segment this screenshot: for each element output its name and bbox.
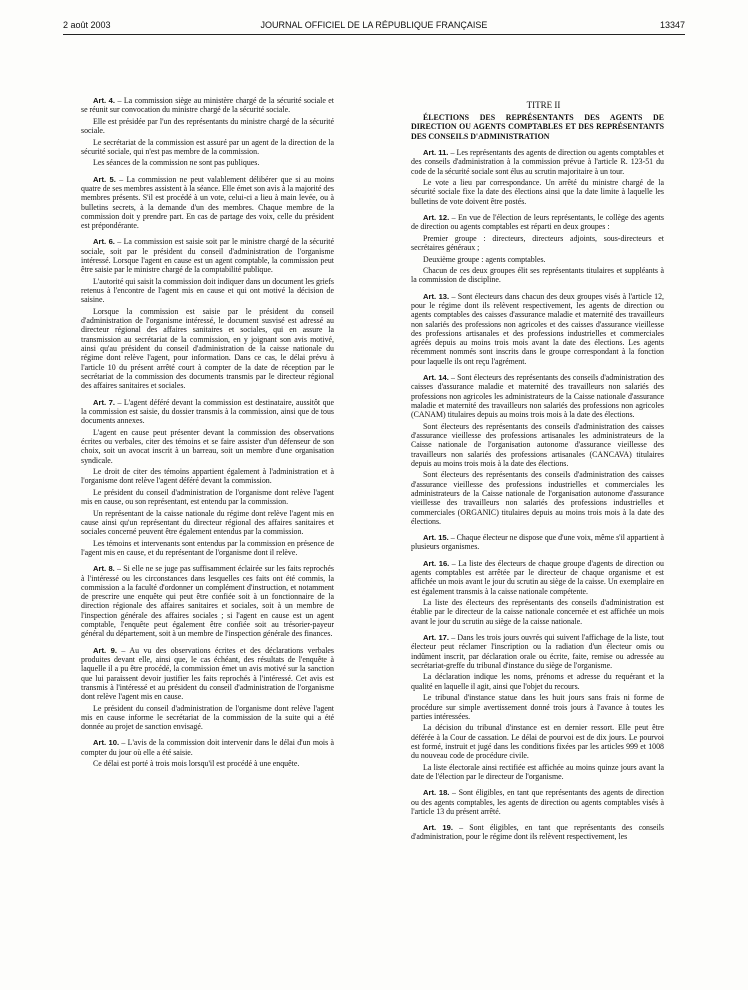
article-text: – En vue de l'élection de leurs représentants, le collège des agents de direction ou agents comptables est réparti en deux groupes : — [411, 213, 664, 232]
article-paragraph — [81, 138, 334, 157]
article-paragraph — [81, 277, 334, 305]
article-paragraph — [81, 428, 334, 465]
article-paragraph — [411, 422, 664, 468]
header-date: 2 août 2003 — [63, 20, 111, 30]
article-text: Sont électeurs des représentants des conseils d'administration des caisses d'assurance vieillesse des professions artisanales les administrateurs de la Caisse nationale de l'organisation autonome d'assurance vieillesse des travailleurs non salariés des professions artisanales (CANCAVA) titulaires depuis au moins trois mois à la date des élections. — [411, 421, 664, 468]
article-text: Premier groupe : directeurs, directeurs adjoints, sous-directeurs et secrétaires généraux ; — [411, 233, 664, 253]
article-paragraph — [81, 539, 334, 558]
article-label: Art. 11. — [423, 148, 449, 158]
article-paragraph-first — [81, 237, 334, 274]
article-text: – Sont éligibles, en tant que représentants des conseils d'administration, pour le régime dont ils relèvent respectivement, les — [411, 823, 664, 842]
article-text: La liste des électeurs des représentants des conseils d'administration est établie par le directeur de la caisse nationale concernée et est affichée un mois avant le jour du scrutin au siège de la caisse nationale. — [411, 598, 664, 626]
right-articles — [411, 148, 664, 842]
section-heading: TITRE II — [526, 100, 561, 110]
article-text: – Au vu des observations écrites et des déclarations verbales produites devant elle, ainsi que, le cas échéant, des résultats de l'enquête à laquelle il a pu être procédé, la commission émet un avis motivé sur la sanction que lui paraissent devoir justifier les faits reprochés à l'intéressé. Cet avis est transmis à l'intéressé et au président du conseil d'administration de l'organisme dont relève l'agent mis en cause. — [81, 645, 334, 702]
article-text: – Sont électeurs dans chacun des deux groupes visés à l'article 12, pour le régime dont ils relèvent respectivement, les agents de direction ou agents comptables des caisses d'assurance maladie et maternité des travailleurs non salariés des professions non agricoles et des caisses d'assurance vieillesse des professions artisanales et des professions industrielles et commerciales agréés depuis au moins trois mois avant la date des élections. Les agents récemment nommés sont inscrits dans le groupe correspondant à la fonction pour laquelle ils ont reçu l'agrément. — [411, 291, 664, 366]
article-label: Art. 7. — [93, 397, 115, 407]
article-paragraph — [411, 234, 664, 253]
article-paragraph — [81, 509, 334, 537]
article-paragraph-first — [411, 559, 664, 596]
article-paragraph — [81, 759, 334, 768]
section-title: ÉLECTIONS DES REPRÉSENTANTS DES AGENTS DE DIRECTION OU AGENTS COMPTABLES ET DES REPRÉSENTANTS DES CONSEILS D'ADMINISTRATION — [411, 113, 664, 141]
page-header — [63, 18, 685, 32]
article-text: Sont électeurs des représentants des conseils d'administration des caisses d'assurance vieillesse des professions industrielles et commerciales les administrateurs de la Caisse nationale de l'organisation autonome d'assurance vieillesse des travailleurs non salariés des professions industrielles et commerciales (ORGANIC) titulaires depuis au moins trois mois à la date des élections. — [411, 470, 664, 526]
article-paragraph — [81, 467, 334, 486]
article-label: Art. 14. — [423, 373, 449, 383]
article-paragraph-first — [411, 533, 664, 552]
article-text: – Si elle ne se juge pas suffisamment éclairée sur les faits reprochés à l'intéressé ou les circonstances dans lesquelles ces faits ont été commis, la commission a la faculté d'ordonner un complément d'instruction, et notamment de prescrire une enquête qui peut être confiée soit à un fonctionnaire de la direction régionale des affaires sanitaires et sociales, soit à un membre de l'inspection générale des affaires sociales ; si l'agent en cause est un agent comptable, l'enquête peut également être confiée soit au trésorier-payeur général du département, soit à un membre de l'inspection générale des finances. — [81, 564, 334, 639]
article-label: Art. 16. — [423, 558, 450, 568]
article-paragraph — [411, 255, 664, 264]
article-text: – La commission ne peut valablement délibérer que si au moins quatre de ses membres assistent à la séance. Elle émet son avis à la majorité des membres présents. S'il est procédé à un vote, celui-ci a lieu à main levée, ou à bulletins secrets, à la demande d'un des membres. Chaque membre de la commission doit y prendre part. En cas de partage des voix, celle du président est prépondérante. — [81, 174, 334, 231]
article-paragraph-first — [411, 373, 664, 419]
article-label: Art. 6. — [93, 237, 115, 247]
article-paragraph-first — [411, 633, 664, 670]
article-label: Art. 8. — [93, 564, 115, 574]
article-text: Chacun de ces deux groupes élit ses représentants titulaires et suppléants à la commission de discipline. — [411, 266, 664, 285]
article-text: Le président du conseil d'administration de l'organisme dont relève l'agent mis en cause informe le secrétariat de la commission de la suite qui a été donnée au projet de sanction envisagé. — [81, 703, 334, 732]
article-label: Art. 15. — [423, 533, 449, 543]
article-paragraph — [411, 693, 664, 721]
article-text: La liste électorale ainsi rectifiée est affichée au moins quinze jours avant la date de l'élection par le directeur de l'organisme. — [411, 762, 664, 781]
article-paragraph — [81, 704, 334, 732]
article-label: Art. 18. — [423, 788, 450, 798]
article-text: Lorsque la commission est saisie par le président du conseil d'administration de l'organisme intéressé, le document susvisé est adressé au directeur régional des affaires sanitaires et sociales, qui en assure la transmission au secrétariat de la commission, en y joignant son avis motivé, ainsi qu'au président du conseil d'administration de la caisse nationale du régime dont relève l'agent, pour information. Dans ce cas, le délai prévu à l'article 10 du présent arrêté court à compter de la date de réception par le secrétariat de la commission des documents transmis par le directeur régional des affaires sanitaires et sociales. — [81, 306, 334, 391]
article-text: Deuxième groupe : agents comptables. — [423, 254, 546, 264]
article-text: Le vote a lieu par correspondance. Un arrêté du ministre chargé de la sécurité sociale fixe la date des élections ainsi que la date limite à laquelle les bulletins de vote doivent être postés. — [411, 178, 664, 206]
article-paragraph-first — [411, 213, 664, 232]
article-paragraph — [81, 307, 334, 391]
article-paragraph-first — [81, 398, 334, 426]
article-label: Art. 4. — [93, 96, 115, 105]
article-text: – L'avis de la commission doit intervenir dans le délai d'un mois à compter du jour où elle a été saisie. — [81, 738, 334, 757]
header-rule — [63, 34, 685, 35]
article-label: Art. 12. — [423, 213, 450, 223]
article-text: Les séances de la commission ne sont pas publiques. — [93, 158, 260, 168]
article-paragraph — [81, 488, 334, 507]
article-paragraph — [411, 723, 664, 760]
article-text: L'agent en cause peut présenter devant la commission des observations écrites ou verbales, citer des témoins et se faire assister d'un défenseur de son choix, soit un avocat inscrit à un barreau, soit un membre d'une organisation syndicale. — [81, 427, 334, 465]
article-text: Le président du conseil d'administration de l'organisme dont relève l'agent mis en cause, ou son représentant, est entendu par la commission. — [81, 487, 334, 507]
article-paragraph — [411, 266, 664, 285]
article-text: Ce délai est porté à trois mois lorsqu'il est procédé à une enquête. — [93, 759, 300, 769]
article-text: – Les représentants des agents de direction ou agents comptables et des conseils d'administration à la commission prévue à l'article R. 123-51 du code de la sécurité sociale sont élus au scrutin majoritaire à un tour. — [411, 148, 664, 176]
article-label: Art. 19. — [423, 823, 453, 833]
article-paragraph-first — [411, 788, 664, 816]
article-paragraph-first — [81, 96, 334, 115]
article-text: Un représentant de la caisse nationale du régime dont relève l'agent mis en cause ainsi qu'un représentant du directeur régional des affaires sanitaires et sociales concerné peuvent être également entendus par la commission. — [81, 508, 334, 537]
header-title: JOURNAL OFFICIEL DE LA RÉPUBLIQUE FRANÇAISE — [260, 20, 488, 30]
right-column — [411, 99, 664, 844]
article-paragraph-first — [81, 646, 334, 702]
article-label: Art. 9. — [93, 645, 117, 655]
left-column — [81, 96, 334, 771]
article-paragraph — [81, 158, 334, 167]
article-paragraph-first — [81, 175, 334, 231]
article-text: La décision du tribunal d'instance est en dernier ressort. Elle peut être déférée à la Cour de cassation. Le délai de pourvoi est de dix jours. Le pourvoi est formé, instruit et jugé dans les conditions fixées par les articles 999 et 1008 du nouveau code de procédure civile. — [411, 723, 664, 761]
article-label: Art. 13. — [423, 291, 450, 301]
article-text: La déclaration indique les noms, prénoms et adresse du requérant et la qualité en laquelle il agit, ainsi que l'objet du recours. — [411, 672, 664, 691]
article-paragraph-first — [411, 148, 664, 176]
article-label: Art. 17. — [423, 633, 449, 643]
article-paragraph — [411, 470, 664, 526]
article-text: – La commission est saisie soit par le ministre chargé de la sécurité sociale, soit par le président du conseil d'administration de l'organisme intéressé. Lorsque l'agent en cause est un agent comptable, la commission peut être saisie par le ministre chargé de la comptabilité publique. — [81, 237, 334, 275]
article-paragraph-first — [411, 823, 664, 842]
article-text: – Dans les trois jours ouvrés qui suivent l'affichage de la liste, tout électeur peut réclamer l'inscription ou la radiation d'un électeur omis ou indûment inscrit, par déclaration orale ou écrite, faite, remise ou adressée au secrétariat-greffe du tribunal d'instance du siège de l'organisme. — [411, 633, 664, 670]
article-label: Art. 10. — [93, 738, 120, 748]
article-paragraph — [411, 178, 664, 206]
article-paragraph — [411, 598, 664, 626]
article-text: – La liste des électeurs de chaque groupe d'agents de direction ou agents comptables est arrêtée par le directeur de chaque organisme et est affichée un mois avant le jour du scrutin au siège de la caisse. Un exemplaire en est également transmis à la caisse nationale compétente. — [411, 558, 664, 596]
article-paragraph — [411, 763, 664, 782]
article-paragraph-first — [81, 564, 334, 638]
article-paragraph — [411, 672, 664, 691]
header-page-number: 13347 — [659, 20, 685, 30]
article-text: – Sont électeurs des représentants des conseils d'administration des caisses d'assurance maladie et maternité des travailleurs non salariés des professions non agricoles les administrateurs de la Caisse nationale d'assurance maladie et maternité des travailleurs non salariés des professions non agricoles (CANAM) titulaires depuis au moins trois mois à la date des élections. — [411, 373, 664, 420]
article-label: Art. 5. — [93, 174, 116, 184]
article-paragraph — [81, 117, 334, 136]
article-text: L'autorité qui saisit la commission doit indiquer dans un document les griefs retenus à l'encontre de l'agent mis en cause et qui ont motivé la décision de saisine. — [81, 276, 334, 305]
article-text: Elle est présidée par l'un des représentants du ministre chargé de la sécurité sociale. — [81, 116, 334, 136]
article-text: Le droit de citer des témoins appartient également à l'administration et à l'organisme dont relève l'agent déféré devant la commission. — [81, 467, 334, 486]
article-text: Les témoins et intervenants sont entendus par la commission en présence de l'agent mis en cause, et du représentant de l'organisme dont il relève. — [81, 538, 334, 557]
article-text: – L'agent déféré devant la commission est destinataire, aussitôt que la commission est saisie, du dossier transmis à la commission, ainsi que de tous documents annexes. — [81, 397, 334, 426]
article-paragraph-first — [411, 292, 664, 366]
article-text: – La commission siège au ministère chargé de la sécurité sociale et se réunit sur convocation du ministre chargé de la sécurité sociale. — [81, 96, 334, 115]
article-paragraph-first — [81, 738, 334, 757]
article-text: Le secrétariat de la commission est assuré par un agent de la direction de la sécurité sociale, qui n'est pas membre de la commission. — [81, 137, 334, 156]
article-text: – Sont éligibles, en tant que représentants des agents de direction ou des agents comptables, les agents de direction ou agents comptables visés à l'article 13 du présent arrêté. — [411, 788, 664, 816]
article-text: – Chaque électeur ne dispose que d'une voix, même s'il appartient à plusieurs organismes. — [411, 533, 664, 552]
article-text: Le tribunal d'instance statue dans les huit jours sans frais ni forme de procédure sur simple avertissement donné trois jours à l'avance à toutes les parties intéressées. — [411, 693, 664, 721]
